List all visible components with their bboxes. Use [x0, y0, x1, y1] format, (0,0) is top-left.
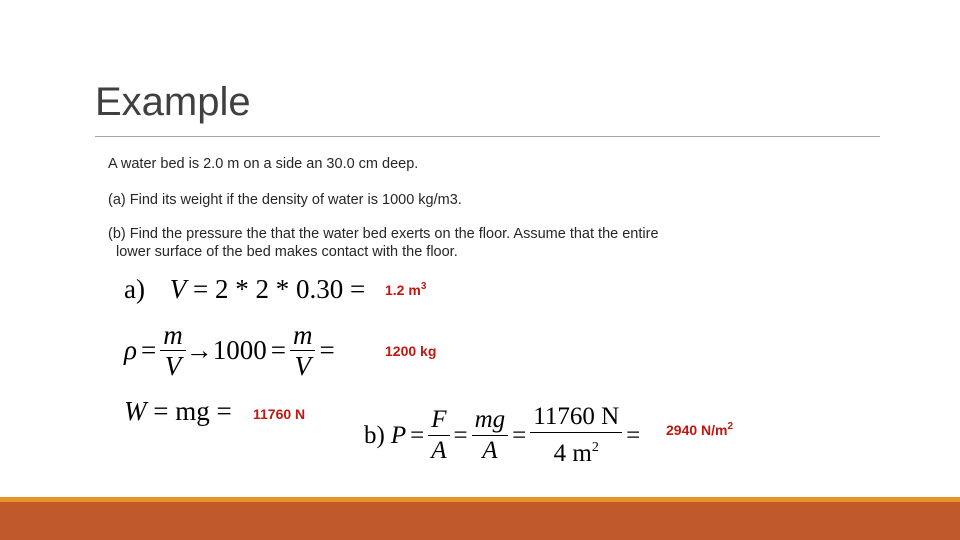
title-divider [95, 136, 880, 137]
volume-label: a) [124, 274, 145, 304]
pressure-answer: 2940 $N/m^2$ [666, 421, 734, 438]
weight-equation: W = mg = [124, 396, 232, 426]
volume-equation [124, 274, 365, 305]
volume-var: V [169, 274, 187, 304]
mg-over-a-fraction: $\frac{mg}{A}$ [472, 405, 509, 466]
slide-title: Example [95, 80, 251, 124]
part-b-text-line1: (b) Find the pressure the that the water bed exerts on the floor. Assume that the entire [108, 226, 659, 242]
f-over-a-fraction: $\frac{F}{A}$ [428, 405, 449, 466]
density-equation: ρ = $\frac{m}{V}$ → 1000 = $\frac{m}{V}$ = [124, 320, 335, 381]
part-a-text: (a) Find its weight if the density of water is 1000 kg/m3. [108, 192, 462, 208]
force-over-area-fraction: $\frac{11760 N}{4 m^2}$ [530, 402, 622, 469]
volume-expr: = 2 * 2 * 0.30 = [192, 274, 366, 304]
footer-bar [0, 502, 960, 540]
volume-answer: 1.2 $m^3$ [385, 281, 427, 298]
rho-symbol: ρ [124, 335, 137, 365]
intro-text: A water bed is 2.0 m on a side an 30.0 cm deep. [108, 156, 419, 172]
m-over-v-fraction-2: $\frac{m}{V}$ [290, 320, 316, 381]
density-answer: 1200 kg [385, 343, 437, 359]
weight-answer: 11760 N [253, 406, 306, 422]
part-b-text-line2: lower surface of the bed makes contact with the floor. [116, 244, 458, 260]
pressure-equation: b) P = $\frac{F}{A}$ = $\frac{mg}{A}$ = $\frac{11760 N}{4 m^2}$ = [364, 403, 641, 467]
m-over-v-fraction: $\frac{m}{V}$ [160, 320, 186, 381]
arrow-icon: → [185, 335, 213, 365]
